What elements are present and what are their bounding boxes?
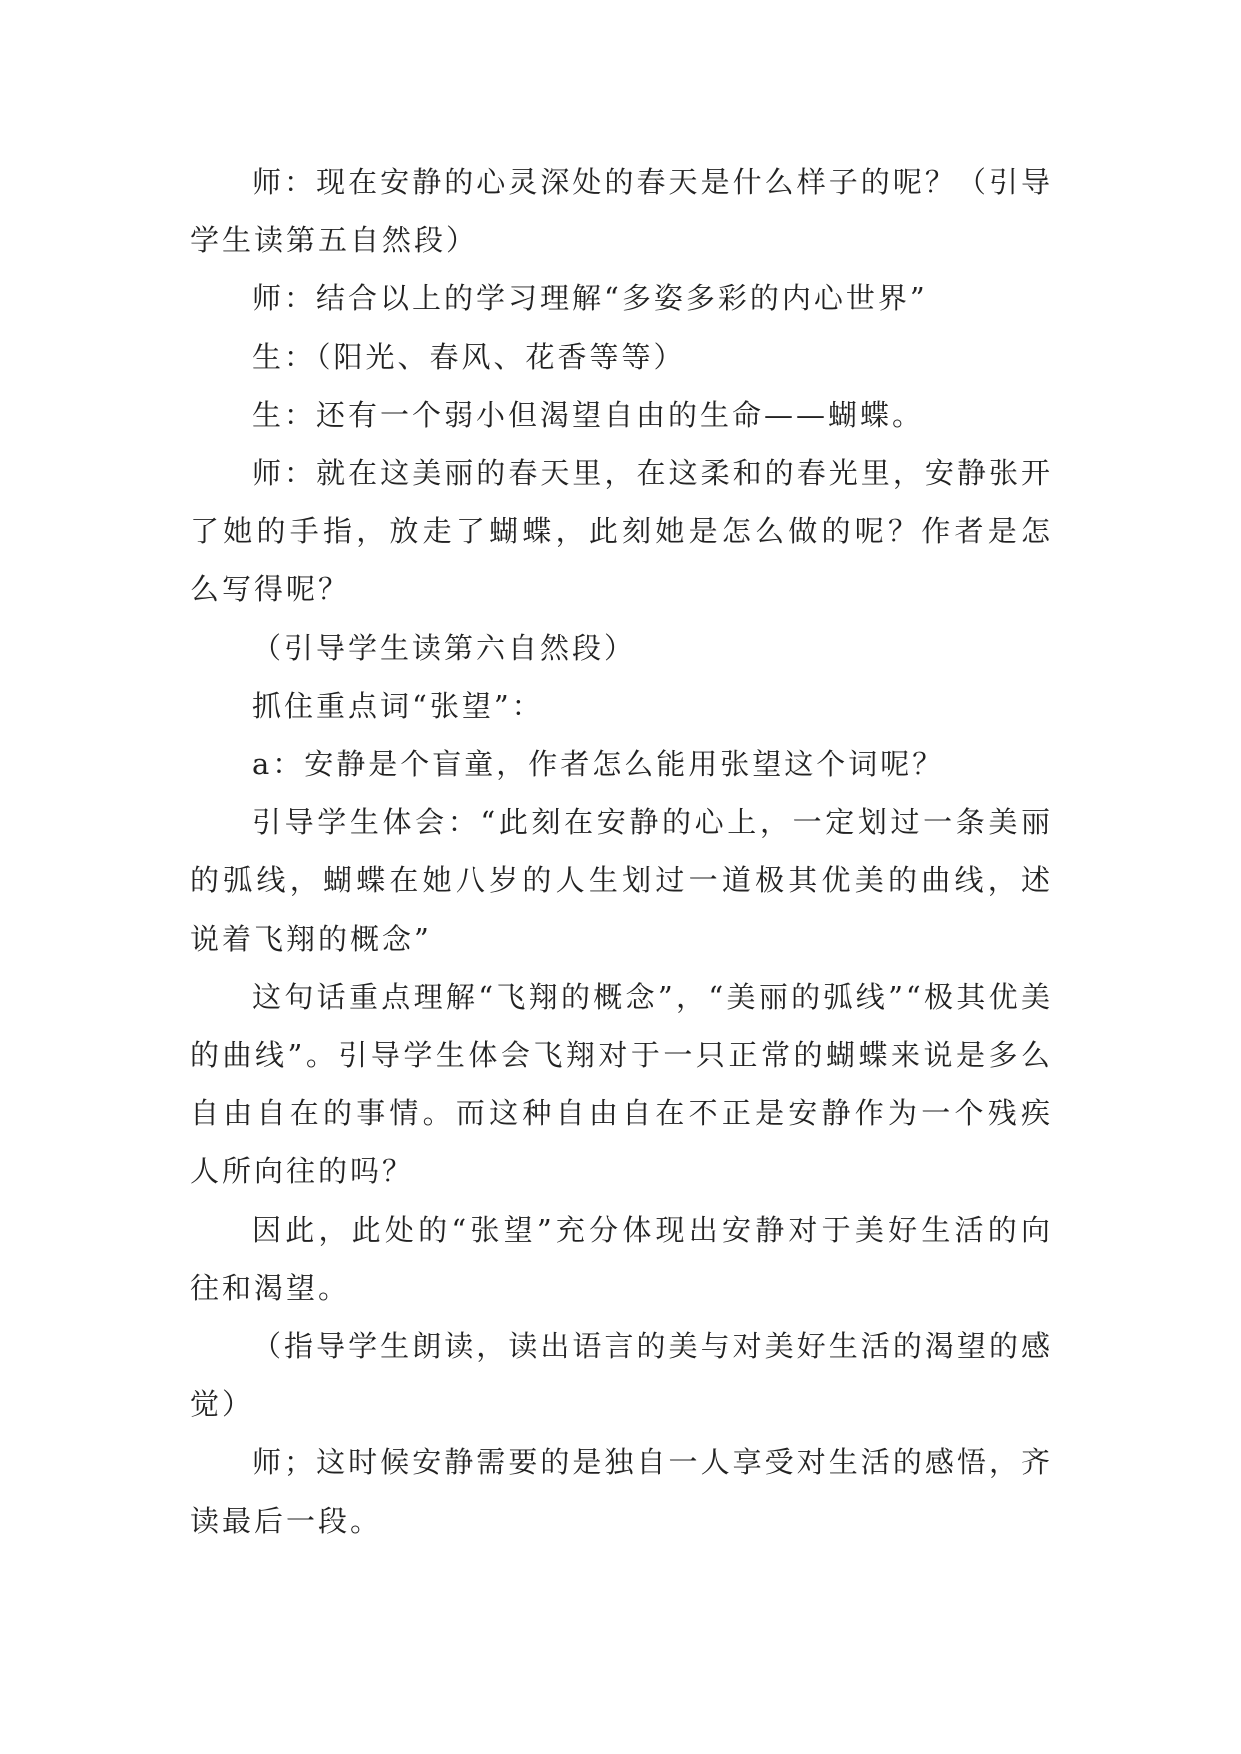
- paragraph: 生：（阳光、春风、花香等等）: [252, 339, 686, 374]
- paragraph: （指导学生朗读，读出语言的美与对美好生活的渴望的感觉）: [190, 1329, 1053, 1422]
- paragraph: 抓住重点词“张望”：: [252, 688, 544, 723]
- paragraph: 师：现在安静的心灵深处的春天是什么样子的呢？（引导学生读第五自然段）: [190, 165, 1053, 258]
- paragraph: 师；这时候安静需要的是独自一人享受对生活的感悟，齐读最后一段。: [190, 1445, 1053, 1538]
- paragraph: a：安静是个盲童，作者怎么能用张望这个词呢？: [252, 747, 945, 782]
- paragraph: 师：就在这美丽的春天里，在这柔和的春光里，安静张开了她的手指，放走了蝴蝶，此刻她是怎么做的呢？作者是怎么写得呢？: [190, 456, 1053, 607]
- document-body: [190, 153, 1053, 1550]
- paragraph: 因此，此处的“张望”充分体现出安静对于美好生活的向往和渴望。: [190, 1212, 1053, 1305]
- paragraph: 这句话重点理解“飞翔的概念”，“美丽的弧线”“极其优美的曲线”。引导学生体会飞翔对于一只正常的蝴蝶来说是多么自由自在的事情。而这种自由自在不正是安静作为一个残疾人所向往的吗？: [190, 979, 1053, 1189]
- paragraph: 师：结合以上的学习理解“多姿多彩的内心世界”: [252, 281, 928, 316]
- paragraph: 引导学生体会：“此刻在安静的心上，一定划过一条美丽的弧线，蝴蝶在她八岁的人生划过一道极其优美的曲线，述说着飞翔的概念”: [190, 805, 1053, 956]
- paragraph: （引导学生读第六自然段）: [252, 630, 637, 665]
- paragraph: 生：还有一个弱小但渴望自由的生命——蝴蝶。: [252, 397, 925, 432]
